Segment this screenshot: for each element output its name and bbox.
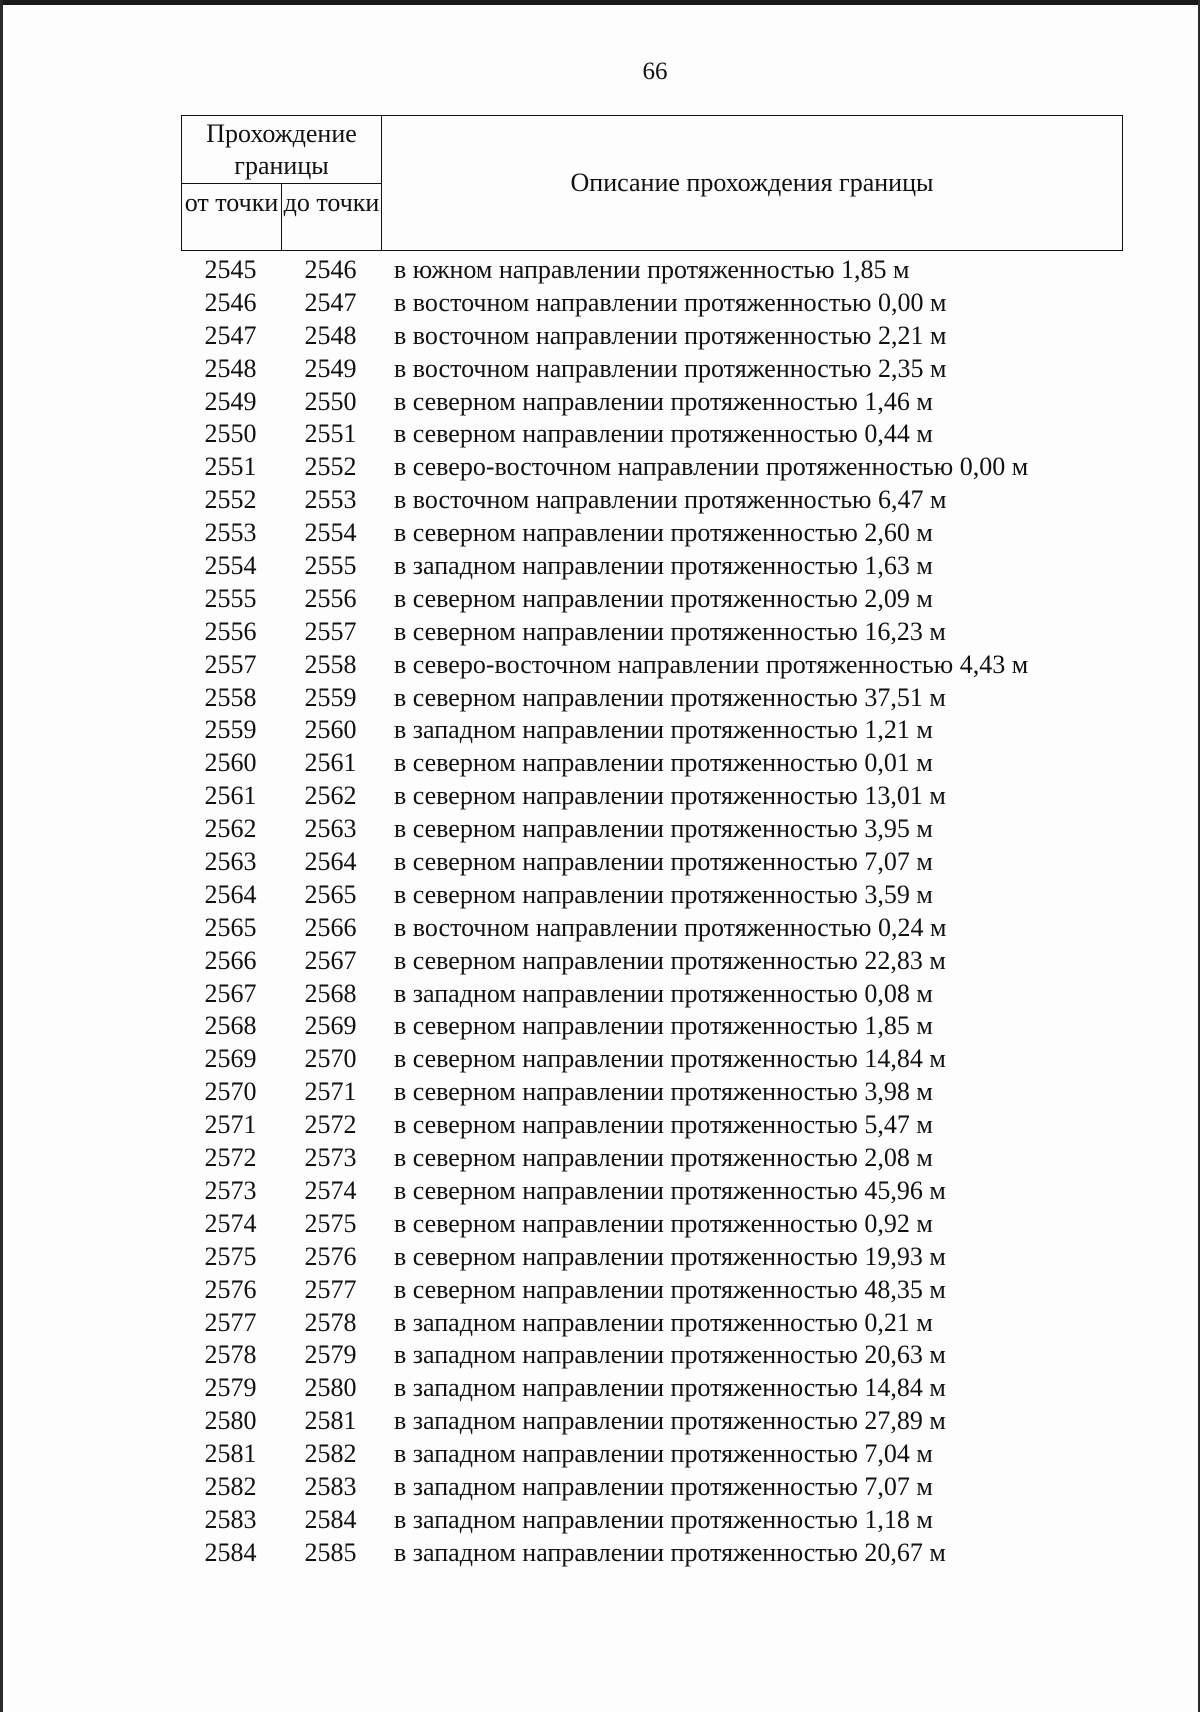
table-row <box>181 1043 1181 1076</box>
cell-description: в западном направлении протяженностью 0,08 м <box>394 978 933 1008</box>
cell-description: в северном направлении протяженностью 1,46 м <box>394 386 933 416</box>
cell-from-point: 2547 <box>204 320 257 350</box>
cell-description: в западном направлении протяженностью 20,67 м <box>394 1537 946 1567</box>
table-row <box>181 1142 1181 1175</box>
cell-from-point: 2565 <box>204 912 257 942</box>
cell-to-point: 2571 <box>304 1077 357 1107</box>
table-row <box>181 846 1181 879</box>
table-row <box>181 879 1181 912</box>
cell-description: в восточном направлении протяженностью 2,35 м <box>394 353 947 383</box>
cell-description: в северном направлении протяженностью 2,09 м <box>394 583 933 613</box>
cell-description: в северном направлении протяженностью 3,98 м <box>394 1077 933 1107</box>
cell-description: в северном направлении протяженностью 5,47 м <box>394 1110 933 1140</box>
cell-to-point: 2577 <box>304 1274 357 1304</box>
cell-to-point: 2567 <box>304 945 357 975</box>
cell-from-point: 2560 <box>204 748 257 778</box>
table-row <box>181 254 1181 287</box>
cell-from-point: 2578 <box>204 1340 257 1370</box>
cell-to-point: 2568 <box>304 978 357 1008</box>
cell-to-point: 2553 <box>304 485 357 515</box>
cell-description: в северном направлении протяженностью 1,85 м <box>394 1011 933 1041</box>
table-row <box>181 682 1181 715</box>
table-row <box>181 1010 1181 1043</box>
table-row <box>181 1307 1181 1340</box>
cell-description: в западном направлении протяженностью 1,18 м <box>394 1504 933 1534</box>
cell-description: в восточном направлении протяженностью 6,47 м <box>394 485 947 515</box>
cell-description: в восточном направлении протяженностью 0,00 м <box>394 287 947 317</box>
cell-description: в западном направлении протяженностью 7,07 м <box>394 1471 933 1501</box>
table-row <box>181 616 1181 649</box>
table-body <box>181 254 1181 1570</box>
cell-to-point: 2559 <box>304 682 357 712</box>
table-row <box>181 1241 1181 1274</box>
table-row <box>181 583 1181 616</box>
cell-from-point: 2546 <box>204 287 257 317</box>
table-row <box>181 451 1181 484</box>
cell-description: в северном направлении протяженностью 2,08 м <box>394 1143 933 1173</box>
cell-to-point: 2560 <box>304 715 357 745</box>
cell-from-point: 2545 <box>204 255 257 284</box>
table-row <box>181 978 1181 1011</box>
table-row <box>181 1274 1181 1307</box>
table-row <box>181 484 1181 517</box>
cell-from-point: 2566 <box>204 945 257 975</box>
cell-from-point: 2576 <box>204 1274 257 1304</box>
cell-to-point: 2579 <box>304 1340 357 1370</box>
table-row <box>181 386 1181 419</box>
cell-from-point: 2574 <box>204 1208 257 1238</box>
cell-to-point: 2549 <box>304 353 357 383</box>
cell-from-point: 2570 <box>204 1077 257 1107</box>
cell-from-point: 2581 <box>204 1439 257 1469</box>
cell-to-point: 2561 <box>304 748 357 778</box>
cell-to-point: 2572 <box>304 1110 357 1140</box>
cell-to-point: 2574 <box>304 1175 357 1205</box>
table-row <box>181 912 1181 945</box>
cell-to-point: 2551 <box>304 419 357 449</box>
cell-to-point: 2583 <box>304 1471 357 1501</box>
cell-description: в северном направлении протяженностью 0,01 м <box>394 748 933 778</box>
cell-description: в северном направлении протяженностью 22,83 м <box>394 945 946 975</box>
table-row <box>181 550 1181 583</box>
cell-from-point: 2577 <box>204 1307 257 1337</box>
cell-from-point: 2557 <box>204 649 257 679</box>
cell-from-point: 2568 <box>204 1011 257 1041</box>
cell-from-point: 2580 <box>204 1406 257 1436</box>
cell-to-point: 2547 <box>304 287 357 317</box>
table-row <box>181 287 1181 320</box>
cell-description: в восточном направлении протяженностью 0,24 м <box>394 912 947 942</box>
header-from-label: от точки <box>184 188 279 217</box>
cell-from-point: 2548 <box>204 353 257 383</box>
page-number: 66 <box>642 58 668 85</box>
cell-from-point: 2575 <box>204 1241 257 1271</box>
cell-to-point: 2548 <box>304 320 357 350</box>
cell-from-point: 2559 <box>204 715 257 745</box>
cell-description: в северном направлении протяженностью 13,01 м <box>394 781 946 811</box>
cell-description: в северном направлении протяженностью 0,44 м <box>394 419 933 449</box>
cell-description: в северном направлении протяженностью 19,93 м <box>394 1241 946 1271</box>
cell-from-point: 2572 <box>204 1143 257 1173</box>
cell-description: в восточном направлении протяженностью 2,21 м <box>394 320 947 350</box>
table-row <box>181 945 1181 978</box>
table-row <box>181 418 1181 451</box>
header-divider-horizontal <box>182 183 382 184</box>
cell-to-point: 2575 <box>304 1208 357 1238</box>
header-description-label: Описание прохождения границы <box>570 168 934 197</box>
table-row <box>181 1109 1181 1142</box>
table-row <box>181 517 1181 550</box>
cell-to-point: 2580 <box>304 1373 357 1403</box>
cell-from-point: 2561 <box>204 781 257 811</box>
scan-edge-left <box>0 0 3 1712</box>
cell-description: в северном направлении протяженностью 3,95 м <box>394 814 933 844</box>
cell-to-point: 2555 <box>304 551 357 581</box>
cell-from-point: 2569 <box>204 1044 257 1074</box>
cell-from-point: 2555 <box>204 583 257 613</box>
cell-description: в северо-восточном направлении протяженностью 0,00 м <box>394 452 1029 482</box>
cell-description: в северном направлении протяженностью 2,60 м <box>394 518 933 548</box>
cell-description: в северном направлении протяженностью 37,51 м <box>394 682 946 712</box>
cell-to-point: 2581 <box>304 1406 357 1436</box>
cell-from-point: 2579 <box>204 1373 257 1403</box>
cell-description: в северном направлении протяженностью 0,92 м <box>394 1208 933 1238</box>
cell-to-point: 2546 <box>304 255 357 284</box>
table-header <box>181 115 1123 251</box>
table-row <box>181 1076 1181 1109</box>
cell-to-point: 2562 <box>304 781 357 811</box>
cell-from-point: 2563 <box>204 847 257 877</box>
table-row <box>181 353 1181 386</box>
table-row <box>181 1471 1181 1504</box>
cell-to-point: 2565 <box>304 879 357 909</box>
cell-to-point: 2556 <box>304 583 357 613</box>
cell-from-point: 2558 <box>204 682 257 712</box>
cell-to-point: 2552 <box>304 452 357 482</box>
cell-to-point: 2584 <box>304 1504 357 1534</box>
cell-description: в западном направлении протяженностью 1,63 м <box>394 551 933 581</box>
cell-to-point: 2578 <box>304 1307 357 1337</box>
cell-from-point: 2549 <box>204 386 257 416</box>
cell-from-point: 2554 <box>204 551 257 581</box>
cell-from-point: 2553 <box>204 518 257 548</box>
table-row <box>181 813 1181 846</box>
cell-from-point: 2562 <box>204 814 257 844</box>
cell-description: в северном направлении протяженностью 45,96 м <box>394 1175 946 1205</box>
cell-from-point: 2564 <box>204 879 257 909</box>
cell-from-point: 2584 <box>204 1537 257 1567</box>
cell-from-point: 2582 <box>204 1471 257 1501</box>
cell-from-point: 2552 <box>204 485 257 515</box>
table-row <box>181 780 1181 813</box>
cell-to-point: 2557 <box>304 616 357 646</box>
cell-description: в западном направлении протяженностью 14,84 м <box>394 1373 946 1403</box>
table-row <box>181 320 1181 353</box>
cell-from-point: 2571 <box>204 1110 257 1140</box>
cell-description: в западном направлении протяженностью 1,21 м <box>394 715 933 745</box>
cell-to-point: 2564 <box>304 847 357 877</box>
table-row <box>181 747 1181 780</box>
cell-description: в северном направлении протяженностью 14,84 м <box>394 1044 946 1074</box>
cell-description: в северном направлении протяженностью 7,07 м <box>394 847 933 877</box>
cell-to-point: 2573 <box>304 1143 357 1173</box>
cell-description: в западном направлении протяженностью 20,63 м <box>394 1340 946 1370</box>
table-row <box>181 1504 1181 1537</box>
table-row <box>181 714 1181 747</box>
cell-to-point: 2558 <box>304 649 357 679</box>
cell-from-point: 2573 <box>204 1175 257 1205</box>
header-group-label: Прохождение границы <box>206 119 357 180</box>
cell-description: в западном направлении протяженностью 0,21 м <box>394 1307 933 1337</box>
cell-description: в северо-восточном направлении протяженностью 4,43 м <box>394 649 1029 679</box>
cell-description: в северном направлении протяженностью 3,59 м <box>394 879 933 909</box>
cell-from-point: 2551 <box>204 452 257 482</box>
table-row <box>181 649 1181 682</box>
cell-to-point: 2585 <box>304 1537 357 1567</box>
cell-to-point: 2582 <box>304 1439 357 1469</box>
header-to-label: до точки <box>283 188 380 217</box>
table-row <box>181 1537 1181 1570</box>
table-row <box>181 1339 1181 1372</box>
cell-description: в западном направлении протяженностью 27,89 м <box>394 1406 946 1436</box>
table-row <box>181 1438 1181 1471</box>
cell-to-point: 2566 <box>304 912 357 942</box>
cell-from-point: 2556 <box>204 616 257 646</box>
cell-from-point: 2567 <box>204 978 257 1008</box>
cell-to-point: 2550 <box>304 386 357 416</box>
cell-from-point: 2550 <box>204 419 257 449</box>
table-row <box>181 1175 1181 1208</box>
cell-to-point: 2569 <box>304 1011 357 1041</box>
cell-to-point: 2576 <box>304 1241 357 1271</box>
table-row <box>181 1208 1181 1241</box>
cell-to-point: 2570 <box>304 1044 357 1074</box>
cell-description: в северном направлении протяженностью 48,35 м <box>394 1274 946 1304</box>
cell-description: в южном направлении протяженностью 1,85 м <box>394 255 910 284</box>
scan-edge-top <box>0 0 1200 5</box>
cell-to-point: 2554 <box>304 518 357 548</box>
cell-description: в северном направлении протяженностью 16,23 м <box>394 616 946 646</box>
table-row <box>181 1372 1181 1405</box>
cell-to-point: 2563 <box>304 814 357 844</box>
table-row <box>181 1405 1181 1438</box>
cell-description: в западном направлении протяженностью 7,04 м <box>394 1439 933 1469</box>
cell-from-point: 2583 <box>204 1504 257 1534</box>
